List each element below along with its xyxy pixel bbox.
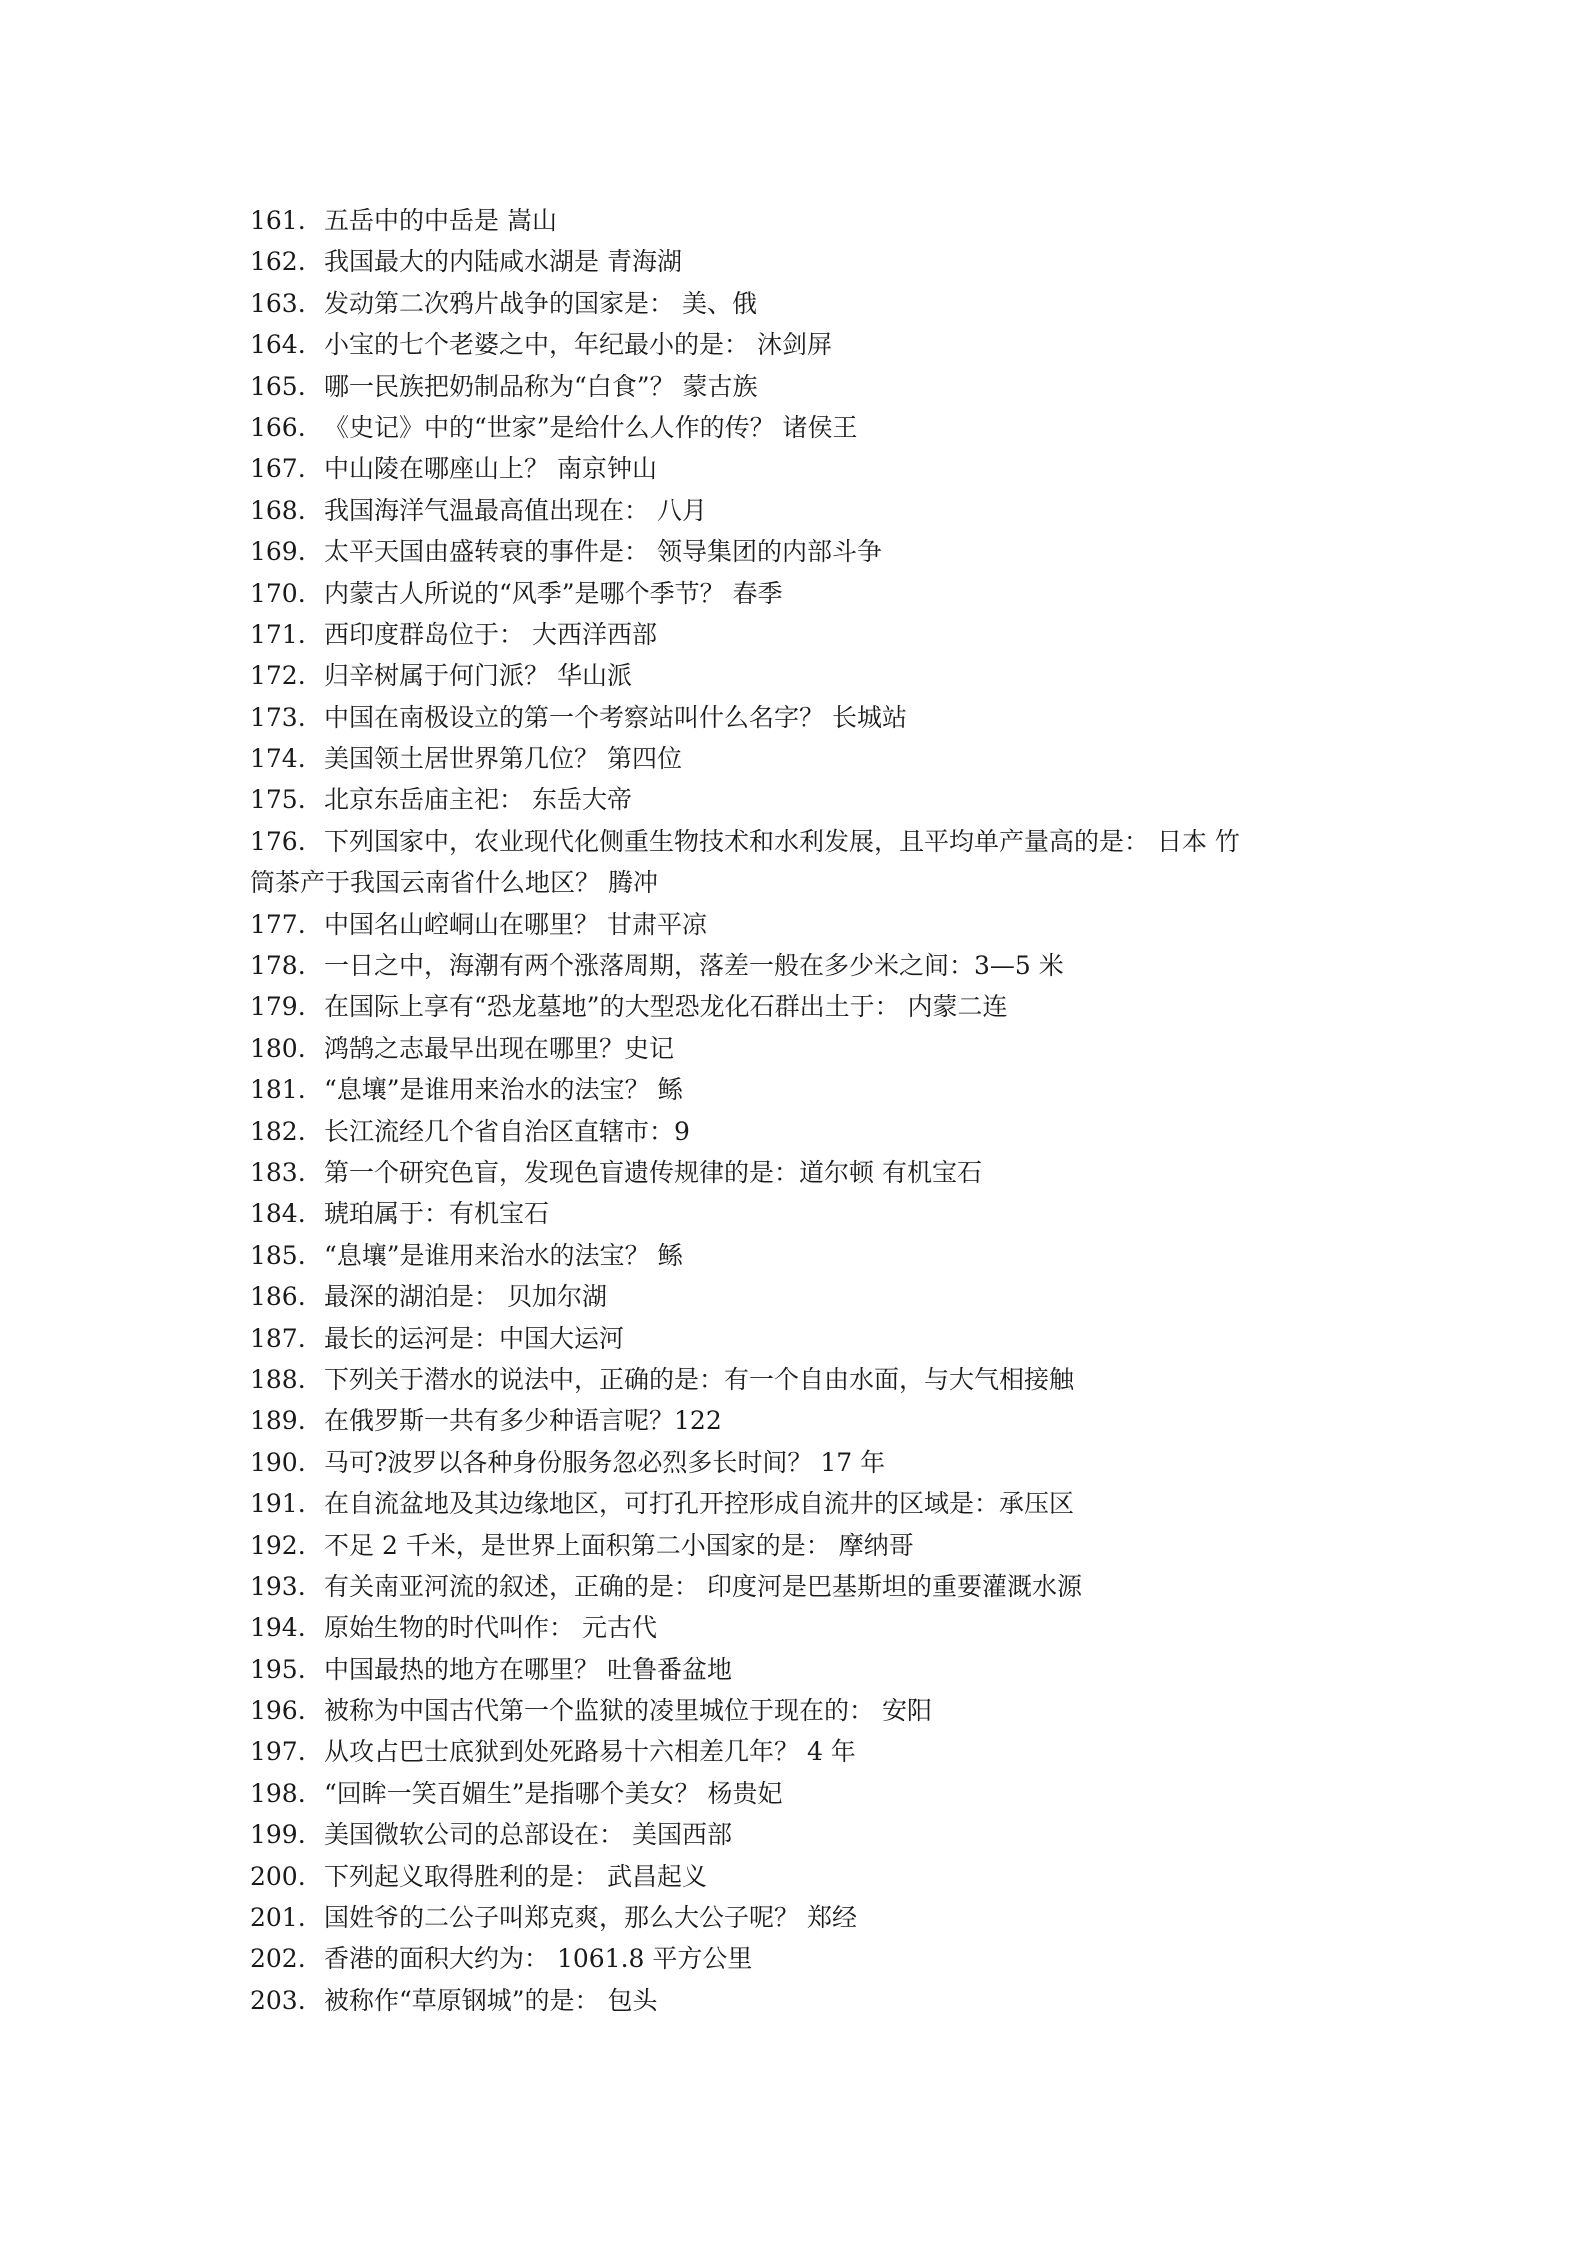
item-number: 174. xyxy=(250,744,306,774)
item-text: 在国际上享有“恐龙墓地”的大型恐龙化石群出土于： 内蒙二连 xyxy=(324,992,1008,1022)
list-item xyxy=(250,1235,1370,1276)
item-number: 193. xyxy=(250,1571,306,1601)
item-number: 202. xyxy=(250,1944,306,1974)
item-number: 161. xyxy=(250,206,306,235)
item-number: 188. xyxy=(250,1364,306,1394)
list-item xyxy=(250,986,1370,1027)
item-text: 在俄罗斯一共有多少种语言呢？122 xyxy=(324,1406,722,1436)
item-number: 195. xyxy=(250,1654,306,1684)
item-number: 180. xyxy=(250,1033,306,1063)
item-text: 鸿鹄之志最早出现在哪里？史记 xyxy=(324,1033,675,1063)
list-item xyxy=(250,1028,1370,1069)
list-item xyxy=(250,1442,1370,1483)
list-item xyxy=(250,1193,1370,1234)
list-item xyxy=(250,1525,1370,1566)
list-item xyxy=(250,738,1370,779)
item-number: 190. xyxy=(250,1447,306,1477)
item-text: 美国微软公司的总部设在： 美国西部 xyxy=(324,1820,732,1850)
item-text: 发动第二次鸦片战争的国家是： 美、俄 xyxy=(324,288,757,318)
list-item xyxy=(250,241,1370,282)
item-text: 中国在南极设立的第一个考察站叫什么名字？ 长城站 xyxy=(324,702,907,732)
item-number: 169. xyxy=(250,537,306,567)
item-text: 五岳中的中岳是 嵩山 xyxy=(324,206,557,235)
list-item xyxy=(250,1897,1370,1938)
item-text: 马可?波罗以各种身份服务忽必烈多长时间？ 17 年 xyxy=(324,1447,886,1477)
item-text: 北京东岳庙主祀： 东岳大帝 xyxy=(324,785,632,815)
item-text: 美国领土居世界第几位？ 第四位 xyxy=(324,744,682,774)
item-text: 国姓爷的二公子叫郑克爽，那么大公子呢？ 郑经 xyxy=(324,1903,857,1933)
item-text: 从攻占巴士底狱到处死路易十六相差几年？ 4 年 xyxy=(324,1737,856,1767)
item-text: 《史记》中的“世家”是给什么人作的传？ 诸侯王 xyxy=(324,412,858,442)
item-number: 178. xyxy=(250,951,306,981)
item-text: 在自流盆地及其边缘地区，可打孔开控形成自流井的区域是：承压区 xyxy=(324,1489,1075,1519)
list-item xyxy=(250,200,1370,241)
list-item xyxy=(250,1856,1370,1897)
list-item xyxy=(250,531,1370,572)
item-number: 201. xyxy=(250,1903,306,1933)
list-item xyxy=(250,779,1370,820)
item-text: 香港的面积大约为： 1061.8 平方公里 xyxy=(324,1944,753,1974)
document-page xyxy=(250,200,1370,2021)
item-number: 162. xyxy=(250,247,306,277)
item-number: 184. xyxy=(250,1199,306,1229)
list-item xyxy=(250,1938,1370,1979)
list-item xyxy=(250,1649,1370,1690)
item-number: 166. xyxy=(250,412,306,442)
item-number: 168. xyxy=(250,495,306,525)
list-item xyxy=(250,1566,1370,1607)
item-text: 下列国家中，农业现代化侧重生物技术和水利发展，且平均单产量高的是： 日本 竹 xyxy=(324,826,1240,856)
item-text: 归辛树属于何门派？ 华山派 xyxy=(324,661,632,691)
item-number: 183. xyxy=(250,1157,306,1187)
item-text: 琥珀属于：有机宝石 xyxy=(324,1199,550,1229)
list-item xyxy=(250,283,1370,324)
item-number: 186. xyxy=(250,1282,306,1312)
item-text: 小宝的七个老婆之中，年纪最小的是： 沐剑屏 xyxy=(324,330,832,360)
item-text: 被称为中国古代第一个监狱的凌里城位于现在的： 安阳 xyxy=(324,1696,932,1726)
item-number: 164. xyxy=(250,330,306,360)
item-number: 172. xyxy=(250,661,306,691)
item-text: 不足 2 千米，是世界上面积第二小国家的是： 摩纳哥 xyxy=(324,1530,914,1560)
list-item xyxy=(250,1607,1370,1648)
list-item xyxy=(250,1980,1370,2021)
item-number: 171. xyxy=(250,619,306,649)
item-number: 198. xyxy=(250,1778,306,1808)
list-item-continuation xyxy=(250,862,1370,903)
item-number: 196. xyxy=(250,1696,306,1726)
item-number: 179. xyxy=(250,992,306,1022)
list-item xyxy=(250,1690,1370,1731)
item-text: 最长的运河是：中国大运河 xyxy=(324,1323,625,1353)
list-item xyxy=(250,1814,1370,1855)
item-text: 下列起义取得胜利的是： 武昌起义 xyxy=(324,1861,707,1891)
list-item xyxy=(250,697,1370,738)
item-text: “息壤”是谁用来治水的法宝？ 鲧 xyxy=(324,1075,683,1105)
item-text: 我国最大的内陆咸水湖是 青海湖 xyxy=(324,247,682,277)
list-item xyxy=(250,1773,1370,1814)
item-number: 163. xyxy=(250,288,306,318)
list-item xyxy=(250,1069,1370,1110)
item-text: 我国海洋气温最高值出现在： 八月 xyxy=(324,495,707,525)
list-item xyxy=(250,1359,1370,1400)
item-text: 西印度群岛位于： 大西洋西部 xyxy=(324,619,657,649)
item-number: 182. xyxy=(250,1116,306,1146)
list-item xyxy=(250,366,1370,407)
item-text: 被称作“草原钢城”的是： 包头 xyxy=(324,1985,658,2015)
item-number: 191. xyxy=(250,1489,306,1519)
item-text: 原始生物的时代叫作： 元古代 xyxy=(324,1613,657,1643)
list-item xyxy=(250,655,1370,696)
list-item xyxy=(250,1483,1370,1524)
item-number: 200. xyxy=(250,1861,306,1891)
item-number: 170. xyxy=(250,578,306,608)
item-text: 第一个研究色盲，发现色盲遗传规律的是：道尔顿 有机宝石 xyxy=(324,1157,982,1187)
item-number: 181. xyxy=(250,1075,306,1105)
item-number: 203. xyxy=(250,1985,306,2015)
list-item xyxy=(250,1152,1370,1193)
item-number: 177. xyxy=(250,909,306,939)
item-number: 187. xyxy=(250,1323,306,1353)
item-number: 199. xyxy=(250,1820,306,1850)
item-text: 哪一民族把奶制品称为“白食”？ 蒙古族 xyxy=(324,371,758,401)
item-text: “回眸一笑百媚生”是指哪个美女？ 杨贵妃 xyxy=(324,1778,783,1808)
list-item xyxy=(250,904,1370,945)
list-item xyxy=(250,324,1370,365)
item-number: 189. xyxy=(250,1406,306,1436)
list-item xyxy=(250,1400,1370,1441)
item-text: 筒茶产于我国云南省什么地区？ 腾冲 xyxy=(250,868,658,898)
list-item xyxy=(250,573,1370,614)
list-item xyxy=(250,1731,1370,1772)
list-item xyxy=(250,1111,1370,1152)
list-item xyxy=(250,945,1370,986)
item-text: 下列关于潜水的说法中，正确的是：有一个自由水面，与大气相接触 xyxy=(324,1364,1075,1394)
list-item xyxy=(250,448,1370,489)
item-text: 有关南亚河流的叙述，正确的是： 印度河是巴基斯坦的重要灌溉水源 xyxy=(324,1571,1082,1601)
item-number: 165. xyxy=(250,371,306,401)
item-number: 194. xyxy=(250,1613,306,1643)
item-number: 175. xyxy=(250,785,306,815)
item-text: 长江流经几个省自治区直辖市：9 xyxy=(324,1116,690,1146)
item-number: 167. xyxy=(250,454,306,484)
list-item xyxy=(250,821,1370,862)
list-item xyxy=(250,614,1370,655)
item-text: 最深的湖泊是： 贝加尔湖 xyxy=(324,1282,607,1312)
item-number: 192. xyxy=(250,1530,306,1560)
list-item xyxy=(250,490,1370,531)
item-text: 太平天国由盛转衰的事件是： 领导集团的内部斗争 xyxy=(324,537,882,567)
item-number: 176. xyxy=(250,826,306,856)
item-text: 一日之中，海潮有两个涨落周期，落差一般在多少米之间：3—5 米 xyxy=(324,951,1064,981)
list-item xyxy=(250,1318,1370,1359)
item-text: “息壤”是谁用来治水的法宝？ 鲧 xyxy=(324,1240,683,1270)
item-number: 185. xyxy=(250,1240,306,1270)
item-number: 197. xyxy=(250,1737,306,1767)
item-number: 173. xyxy=(250,702,306,732)
item-text: 内蒙古人所说的“风季”是哪个季节？ 春季 xyxy=(324,578,783,608)
item-text: 中山陵在哪座山上？ 南京钟山 xyxy=(324,454,657,484)
item-text: 中国名山崆峒山在哪里？ 甘肃平凉 xyxy=(324,909,707,939)
item-text: 中国最热的地方在哪里？ 吐鲁番盆地 xyxy=(324,1654,732,1684)
list-item xyxy=(250,1276,1370,1317)
list-item xyxy=(250,407,1370,448)
